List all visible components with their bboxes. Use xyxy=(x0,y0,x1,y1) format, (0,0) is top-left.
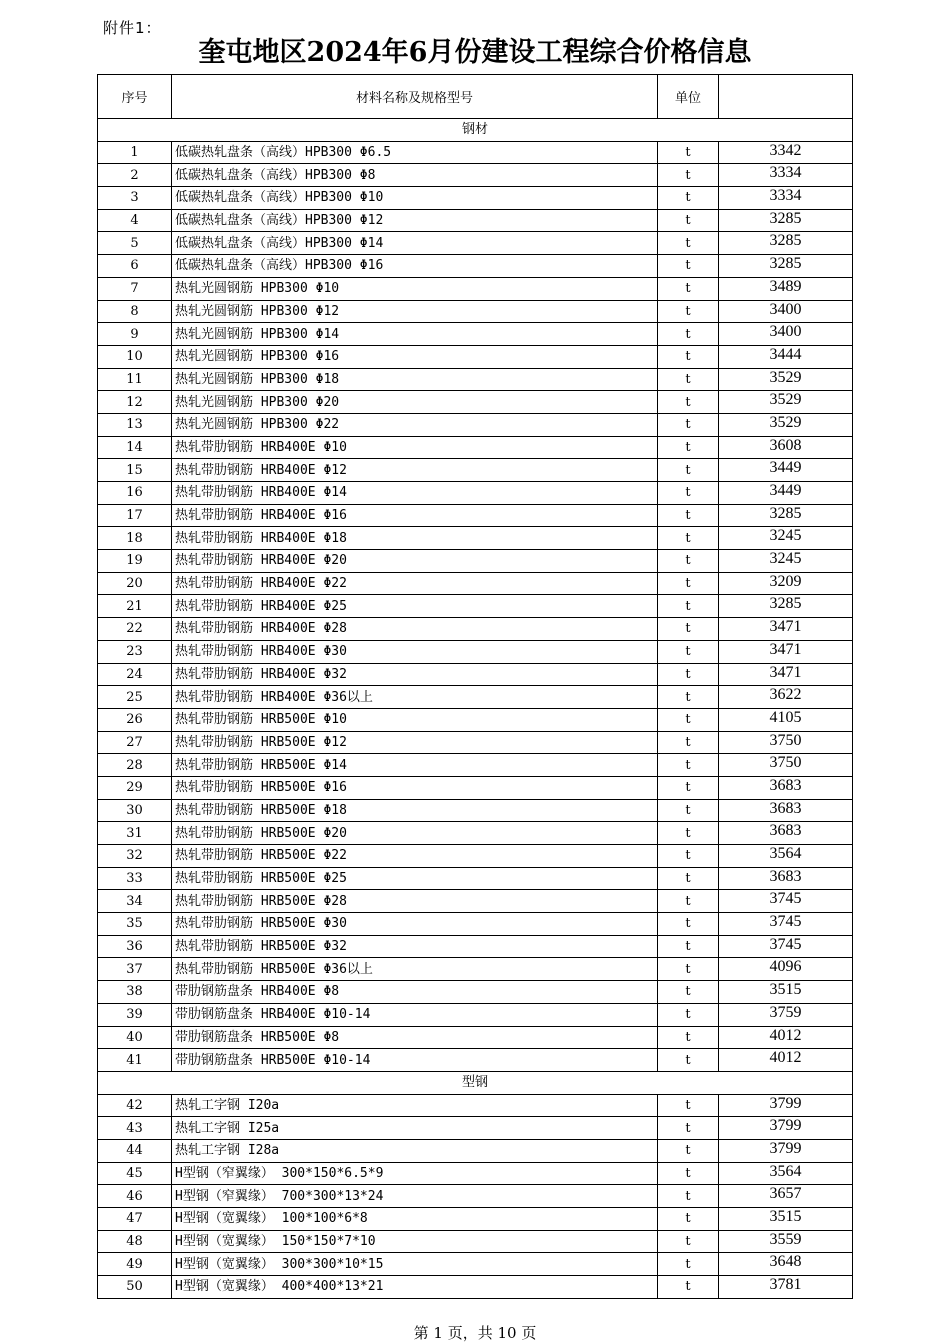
header-name: 材料名称及规格型号 xyxy=(172,75,658,119)
table-row xyxy=(98,413,853,436)
category-row xyxy=(98,1071,853,1094)
table-row xyxy=(98,504,853,527)
row-price: 3209 xyxy=(719,572,853,595)
row-unit: t xyxy=(658,1276,719,1299)
row-material-name: 热轧带肋钢筋 HRB400E Φ12 xyxy=(172,459,658,482)
row-index: 18 xyxy=(98,527,172,550)
row-index: 43 xyxy=(98,1117,172,1140)
row-unit: t xyxy=(658,1094,719,1117)
row-price: 3781 xyxy=(719,1276,853,1299)
row-material-name: 热轧带肋钢筋 HRB400E Φ36以上 xyxy=(172,686,658,709)
row-unit: t xyxy=(658,776,719,799)
row-unit: t xyxy=(658,482,719,505)
table-row xyxy=(98,981,853,1004)
row-index: 3 xyxy=(98,187,172,210)
row-material-name: 热轧带肋钢筋 HRB400E Φ14 xyxy=(172,482,658,505)
row-material-name: 低碳热轧盘条（高线）HPB300 Φ14 xyxy=(172,232,658,255)
row-unit: t xyxy=(658,981,719,1004)
row-material-name: 热轧带肋钢筋 HRB500E Φ30 xyxy=(172,913,658,936)
row-unit: t xyxy=(658,164,719,187)
category-row xyxy=(98,119,853,142)
row-index: 1 xyxy=(98,141,172,164)
row-price: 3342 xyxy=(719,141,853,164)
row-unit: t xyxy=(658,845,719,868)
row-index: 15 xyxy=(98,459,172,482)
row-price: 3683 xyxy=(719,776,853,799)
header-index: 序号 xyxy=(98,75,172,119)
table-row xyxy=(98,935,853,958)
row-price: 3559 xyxy=(719,1230,853,1253)
row-material-name: 热轧带肋钢筋 HRB400E Φ32 xyxy=(172,663,658,686)
row-price: 3334 xyxy=(719,164,853,187)
table-row xyxy=(98,1253,853,1276)
table-row xyxy=(98,345,853,368)
table-row xyxy=(98,867,853,890)
row-index: 13 xyxy=(98,413,172,436)
row-price: 3745 xyxy=(719,935,853,958)
row-index: 27 xyxy=(98,731,172,754)
table-row xyxy=(98,436,853,459)
table-row xyxy=(98,482,853,505)
table-row xyxy=(98,255,853,278)
row-price: 3745 xyxy=(719,913,853,936)
table-row xyxy=(98,391,853,414)
row-material-name: 热轧带肋钢筋 HRB500E Φ12 xyxy=(172,731,658,754)
table-row xyxy=(98,1139,853,1162)
row-material-name: 热轧光圆钢筋 HPB300 Φ18 xyxy=(172,368,658,391)
table-row xyxy=(98,164,853,187)
row-unit: t xyxy=(658,1185,719,1208)
row-material-name: 热轧工字钢 I20a xyxy=(172,1094,658,1117)
row-material-name: 低碳热轧盘条（高线）HPB300 Φ12 xyxy=(172,209,658,232)
page-title: 奎屯地区2024年6月份建设工程综合价格信息 xyxy=(198,37,752,68)
row-price: 3444 xyxy=(719,345,853,368)
row-index: 17 xyxy=(98,504,172,527)
row-material-name: 热轧带肋钢筋 HRB500E Φ18 xyxy=(172,799,658,822)
row-index: 14 xyxy=(98,436,172,459)
table-row xyxy=(98,1026,853,1049)
row-index: 9 xyxy=(98,323,172,346)
row-index: 32 xyxy=(98,845,172,868)
row-material-name: 热轧光圆钢筋 HPB300 Φ16 xyxy=(172,345,658,368)
row-index: 12 xyxy=(98,391,172,414)
table-row xyxy=(98,754,853,777)
row-price: 4096 xyxy=(719,958,853,981)
table-row xyxy=(98,845,853,868)
row-price: 3285 xyxy=(719,595,853,618)
row-price: 3449 xyxy=(719,459,853,482)
row-index: 22 xyxy=(98,618,172,641)
row-price: 3750 xyxy=(719,754,853,777)
row-unit: t xyxy=(658,232,719,255)
table-row xyxy=(98,1208,853,1231)
category-label: 钢材 xyxy=(98,119,853,142)
row-material-name: 热轧带肋钢筋 HRB400E Φ22 xyxy=(172,572,658,595)
row-price: 3750 xyxy=(719,731,853,754)
table-row xyxy=(98,1003,853,1026)
row-index: 42 xyxy=(98,1094,172,1117)
table-row xyxy=(98,640,853,663)
row-material-name: 热轧带肋钢筋 HRB400E Φ16 xyxy=(172,504,658,527)
row-material-name: 热轧光圆钢筋 HPB300 Φ22 xyxy=(172,413,658,436)
row-unit: t xyxy=(658,867,719,890)
row-index: 25 xyxy=(98,686,172,709)
row-index: 21 xyxy=(98,595,172,618)
row-price: 3745 xyxy=(719,890,853,913)
row-index: 36 xyxy=(98,935,172,958)
row-index: 47 xyxy=(98,1208,172,1231)
row-price: 3564 xyxy=(719,1162,853,1185)
table-row xyxy=(98,187,853,210)
row-index: 26 xyxy=(98,708,172,731)
table-row xyxy=(98,618,853,641)
row-unit: t xyxy=(658,1003,719,1026)
row-price: 3529 xyxy=(719,368,853,391)
row-unit: t xyxy=(658,413,719,436)
table-row xyxy=(98,822,853,845)
table-row xyxy=(98,323,853,346)
row-unit: t xyxy=(658,187,719,210)
row-price: 3683 xyxy=(719,799,853,822)
row-unit: t xyxy=(658,436,719,459)
header-price xyxy=(719,75,853,119)
row-index: 7 xyxy=(98,277,172,300)
attachment-label: 附件1： xyxy=(103,19,162,37)
row-index: 4 xyxy=(98,209,172,232)
row-material-name: 热轧带肋钢筋 HRB500E Φ32 xyxy=(172,935,658,958)
row-unit: t xyxy=(658,1049,719,1072)
row-price: 3529 xyxy=(719,391,853,414)
row-price: 3608 xyxy=(719,436,853,459)
row-material-name: 热轧光圆钢筋 HPB300 Φ14 xyxy=(172,323,658,346)
row-material-name: 带肋钢筋盘条 HRB500E Φ8 xyxy=(172,1026,658,1049)
row-unit: t xyxy=(658,1253,719,1276)
row-unit: t xyxy=(658,708,719,731)
row-index: 19 xyxy=(98,550,172,573)
row-material-name: 热轧光圆钢筋 HPB300 Φ10 xyxy=(172,277,658,300)
row-material-name: 热轧带肋钢筋 HRB400E Φ28 xyxy=(172,618,658,641)
table-row xyxy=(98,776,853,799)
row-index: 40 xyxy=(98,1026,172,1049)
row-price: 3285 xyxy=(719,255,853,278)
row-index: 44 xyxy=(98,1139,172,1162)
row-unit: t xyxy=(658,368,719,391)
row-index: 33 xyxy=(98,867,172,890)
row-unit: t xyxy=(658,754,719,777)
row-unit: t xyxy=(658,504,719,527)
row-material-name: 热轧带肋钢筋 HRB400E Φ20 xyxy=(172,550,658,573)
table-row xyxy=(98,913,853,936)
row-index: 10 xyxy=(98,345,172,368)
table-row xyxy=(98,1230,853,1253)
row-material-name: 热轧光圆钢筋 HPB300 Φ20 xyxy=(172,391,658,414)
row-price: 3245 xyxy=(719,550,853,573)
row-unit: t xyxy=(658,799,719,822)
table-row xyxy=(98,459,853,482)
row-unit: t xyxy=(658,141,719,164)
row-index: 20 xyxy=(98,572,172,595)
row-index: 49 xyxy=(98,1253,172,1276)
row-index: 46 xyxy=(98,1185,172,1208)
row-unit: t xyxy=(658,822,719,845)
row-price: 3799 xyxy=(719,1094,853,1117)
table-row xyxy=(98,1049,853,1072)
row-price: 3285 xyxy=(719,504,853,527)
table-row xyxy=(98,368,853,391)
row-unit: t xyxy=(658,1117,719,1140)
row-material-name: 热轧工字钢 I25a xyxy=(172,1117,658,1140)
table-row xyxy=(98,1094,853,1117)
row-material-name: 热轧光圆钢筋 HPB300 Φ12 xyxy=(172,300,658,323)
row-price: 3648 xyxy=(719,1253,853,1276)
row-index: 30 xyxy=(98,799,172,822)
row-unit: t xyxy=(658,572,719,595)
table-row xyxy=(98,277,853,300)
page-footer: 第 1 页，共 10 页 xyxy=(413,1324,537,1342)
table-row xyxy=(98,1117,853,1140)
row-unit: t xyxy=(658,459,719,482)
table-row xyxy=(98,209,853,232)
row-material-name: 热轧带肋钢筋 HRB400E Φ25 xyxy=(172,595,658,618)
row-material-name: H型钢（宽翼缘） 300*300*10*15 xyxy=(172,1253,658,1276)
row-index: 8 xyxy=(98,300,172,323)
row-material-name: 热轧带肋钢筋 HRB400E Φ10 xyxy=(172,436,658,459)
table-row xyxy=(98,708,853,731)
row-price: 3471 xyxy=(719,663,853,686)
row-material-name: 带肋钢筋盘条 HRB400E Φ8 xyxy=(172,981,658,1004)
row-price: 3489 xyxy=(719,277,853,300)
row-index: 28 xyxy=(98,754,172,777)
row-price: 3799 xyxy=(719,1139,853,1162)
table-row xyxy=(98,595,853,618)
row-unit: t xyxy=(658,890,719,913)
row-price: 3759 xyxy=(719,1003,853,1026)
table-row xyxy=(98,550,853,573)
row-index: 50 xyxy=(98,1276,172,1299)
row-material-name: 热轧带肋钢筋 HRB400E Φ30 xyxy=(172,640,658,663)
row-unit: t xyxy=(658,640,719,663)
row-material-name: 热轧带肋钢筋 HRB500E Φ14 xyxy=(172,754,658,777)
row-index: 34 xyxy=(98,890,172,913)
row-price: 3683 xyxy=(719,867,853,890)
table-row xyxy=(98,958,853,981)
row-index: 38 xyxy=(98,981,172,1004)
row-unit: t xyxy=(658,391,719,414)
row-index: 11 xyxy=(98,368,172,391)
row-price: 3564 xyxy=(719,845,853,868)
row-price: 3245 xyxy=(719,527,853,550)
row-price: 3400 xyxy=(719,323,853,346)
row-index: 29 xyxy=(98,776,172,799)
row-material-name: 热轧带肋钢筋 HRB500E Φ16 xyxy=(172,776,658,799)
table-row xyxy=(98,663,853,686)
row-index: 24 xyxy=(98,663,172,686)
header-unit: 单位 xyxy=(658,75,719,119)
row-unit: t xyxy=(658,550,719,573)
row-unit: t xyxy=(658,1230,719,1253)
row-material-name: 热轧带肋钢筋 HRB500E Φ28 xyxy=(172,890,658,913)
table-header-row xyxy=(98,75,853,119)
row-unit: t xyxy=(658,255,719,278)
row-material-name: H型钢（宽翼缘） 150*150*7*10 xyxy=(172,1230,658,1253)
row-index: 37 xyxy=(98,958,172,981)
row-index: 2 xyxy=(98,164,172,187)
table-row xyxy=(98,232,853,255)
row-material-name: 低碳热轧盘条（高线）HPB300 Φ10 xyxy=(172,187,658,210)
row-price: 3471 xyxy=(719,640,853,663)
row-unit: t xyxy=(658,1162,719,1185)
row-material-name: 热轧带肋钢筋 HRB500E Φ36以上 xyxy=(172,958,658,981)
table-row xyxy=(98,686,853,709)
row-price: 3334 xyxy=(719,187,853,210)
row-index: 23 xyxy=(98,640,172,663)
row-material-name: 低碳热轧盘条（高线）HPB300 Φ8 xyxy=(172,164,658,187)
row-price: 3799 xyxy=(719,1117,853,1140)
table-row xyxy=(98,1276,853,1299)
row-price: 3683 xyxy=(719,822,853,845)
row-unit: t xyxy=(658,300,719,323)
row-material-name: 低碳热轧盘条（高线）HPB300 Φ16 xyxy=(172,255,658,278)
price-table xyxy=(97,74,853,1299)
row-unit: t xyxy=(658,595,719,618)
row-material-name: H型钢（宽翼缘） 100*100*6*8 xyxy=(172,1208,658,1231)
row-price: 3529 xyxy=(719,413,853,436)
row-material-name: 热轧带肋钢筋 HRB500E Φ25 xyxy=(172,867,658,890)
row-price: 4012 xyxy=(719,1049,853,1072)
category-label: 型钢 xyxy=(98,1071,853,1094)
row-unit: t xyxy=(658,345,719,368)
row-index: 48 xyxy=(98,1230,172,1253)
row-price: 3622 xyxy=(719,686,853,709)
table-row xyxy=(98,141,853,164)
row-unit: t xyxy=(658,663,719,686)
table-body xyxy=(98,119,853,1299)
row-unit: t xyxy=(658,935,719,958)
table-row xyxy=(98,731,853,754)
row-index: 31 xyxy=(98,822,172,845)
row-material-name: 热轧工字钢 I28a xyxy=(172,1139,658,1162)
row-price: 3657 xyxy=(719,1185,853,1208)
row-material-name: 带肋钢筋盘条 HRB500E Φ10-14 xyxy=(172,1049,658,1072)
table-row xyxy=(98,300,853,323)
row-price: 3449 xyxy=(719,482,853,505)
row-index: 5 xyxy=(98,232,172,255)
row-unit: t xyxy=(658,1026,719,1049)
row-price: 3285 xyxy=(719,232,853,255)
table-row xyxy=(98,890,853,913)
row-unit: t xyxy=(658,1139,719,1162)
row-unit: t xyxy=(658,958,719,981)
row-price: 3515 xyxy=(719,981,853,1004)
row-material-name: 带肋钢筋盘条 HRB400E Φ10-14 xyxy=(172,1003,658,1026)
table-row xyxy=(98,1185,853,1208)
row-unit: t xyxy=(658,913,719,936)
row-unit: t xyxy=(658,527,719,550)
row-price: 4105 xyxy=(719,708,853,731)
row-material-name: H型钢（窄翼缘） 700*300*13*24 xyxy=(172,1185,658,1208)
row-index: 45 xyxy=(98,1162,172,1185)
row-unit: t xyxy=(658,209,719,232)
table-row xyxy=(98,799,853,822)
row-index: 39 xyxy=(98,1003,172,1026)
table-row xyxy=(98,1162,853,1185)
row-unit: t xyxy=(658,618,719,641)
row-unit: t xyxy=(658,1208,719,1231)
row-material-name: 热轧带肋钢筋 HRB500E Φ20 xyxy=(172,822,658,845)
row-material-name: H型钢（宽翼缘） 400*400*13*21 xyxy=(172,1276,658,1299)
table-row xyxy=(98,527,853,550)
row-material-name: H型钢（窄翼缘） 300*150*6.5*9 xyxy=(172,1162,658,1185)
row-price: 3285 xyxy=(719,209,853,232)
row-price: 3400 xyxy=(719,300,853,323)
row-index: 35 xyxy=(98,913,172,936)
row-unit: t xyxy=(658,686,719,709)
row-unit: t xyxy=(658,323,719,346)
row-price: 4012 xyxy=(719,1026,853,1049)
row-index: 16 xyxy=(98,482,172,505)
row-unit: t xyxy=(658,277,719,300)
row-index: 6 xyxy=(98,255,172,278)
row-material-name: 热轧带肋钢筋 HRB500E Φ10 xyxy=(172,708,658,731)
table-row xyxy=(98,572,853,595)
row-price: 3515 xyxy=(719,1208,853,1231)
row-unit: t xyxy=(658,731,719,754)
row-index: 41 xyxy=(98,1049,172,1072)
row-price: 3471 xyxy=(719,618,853,641)
row-material-name: 低碳热轧盘条（高线）HPB300 Φ6.5 xyxy=(172,141,658,164)
row-material-name: 热轧带肋钢筋 HRB400E Φ18 xyxy=(172,527,658,550)
row-material-name: 热轧带肋钢筋 HRB500E Φ22 xyxy=(172,845,658,868)
